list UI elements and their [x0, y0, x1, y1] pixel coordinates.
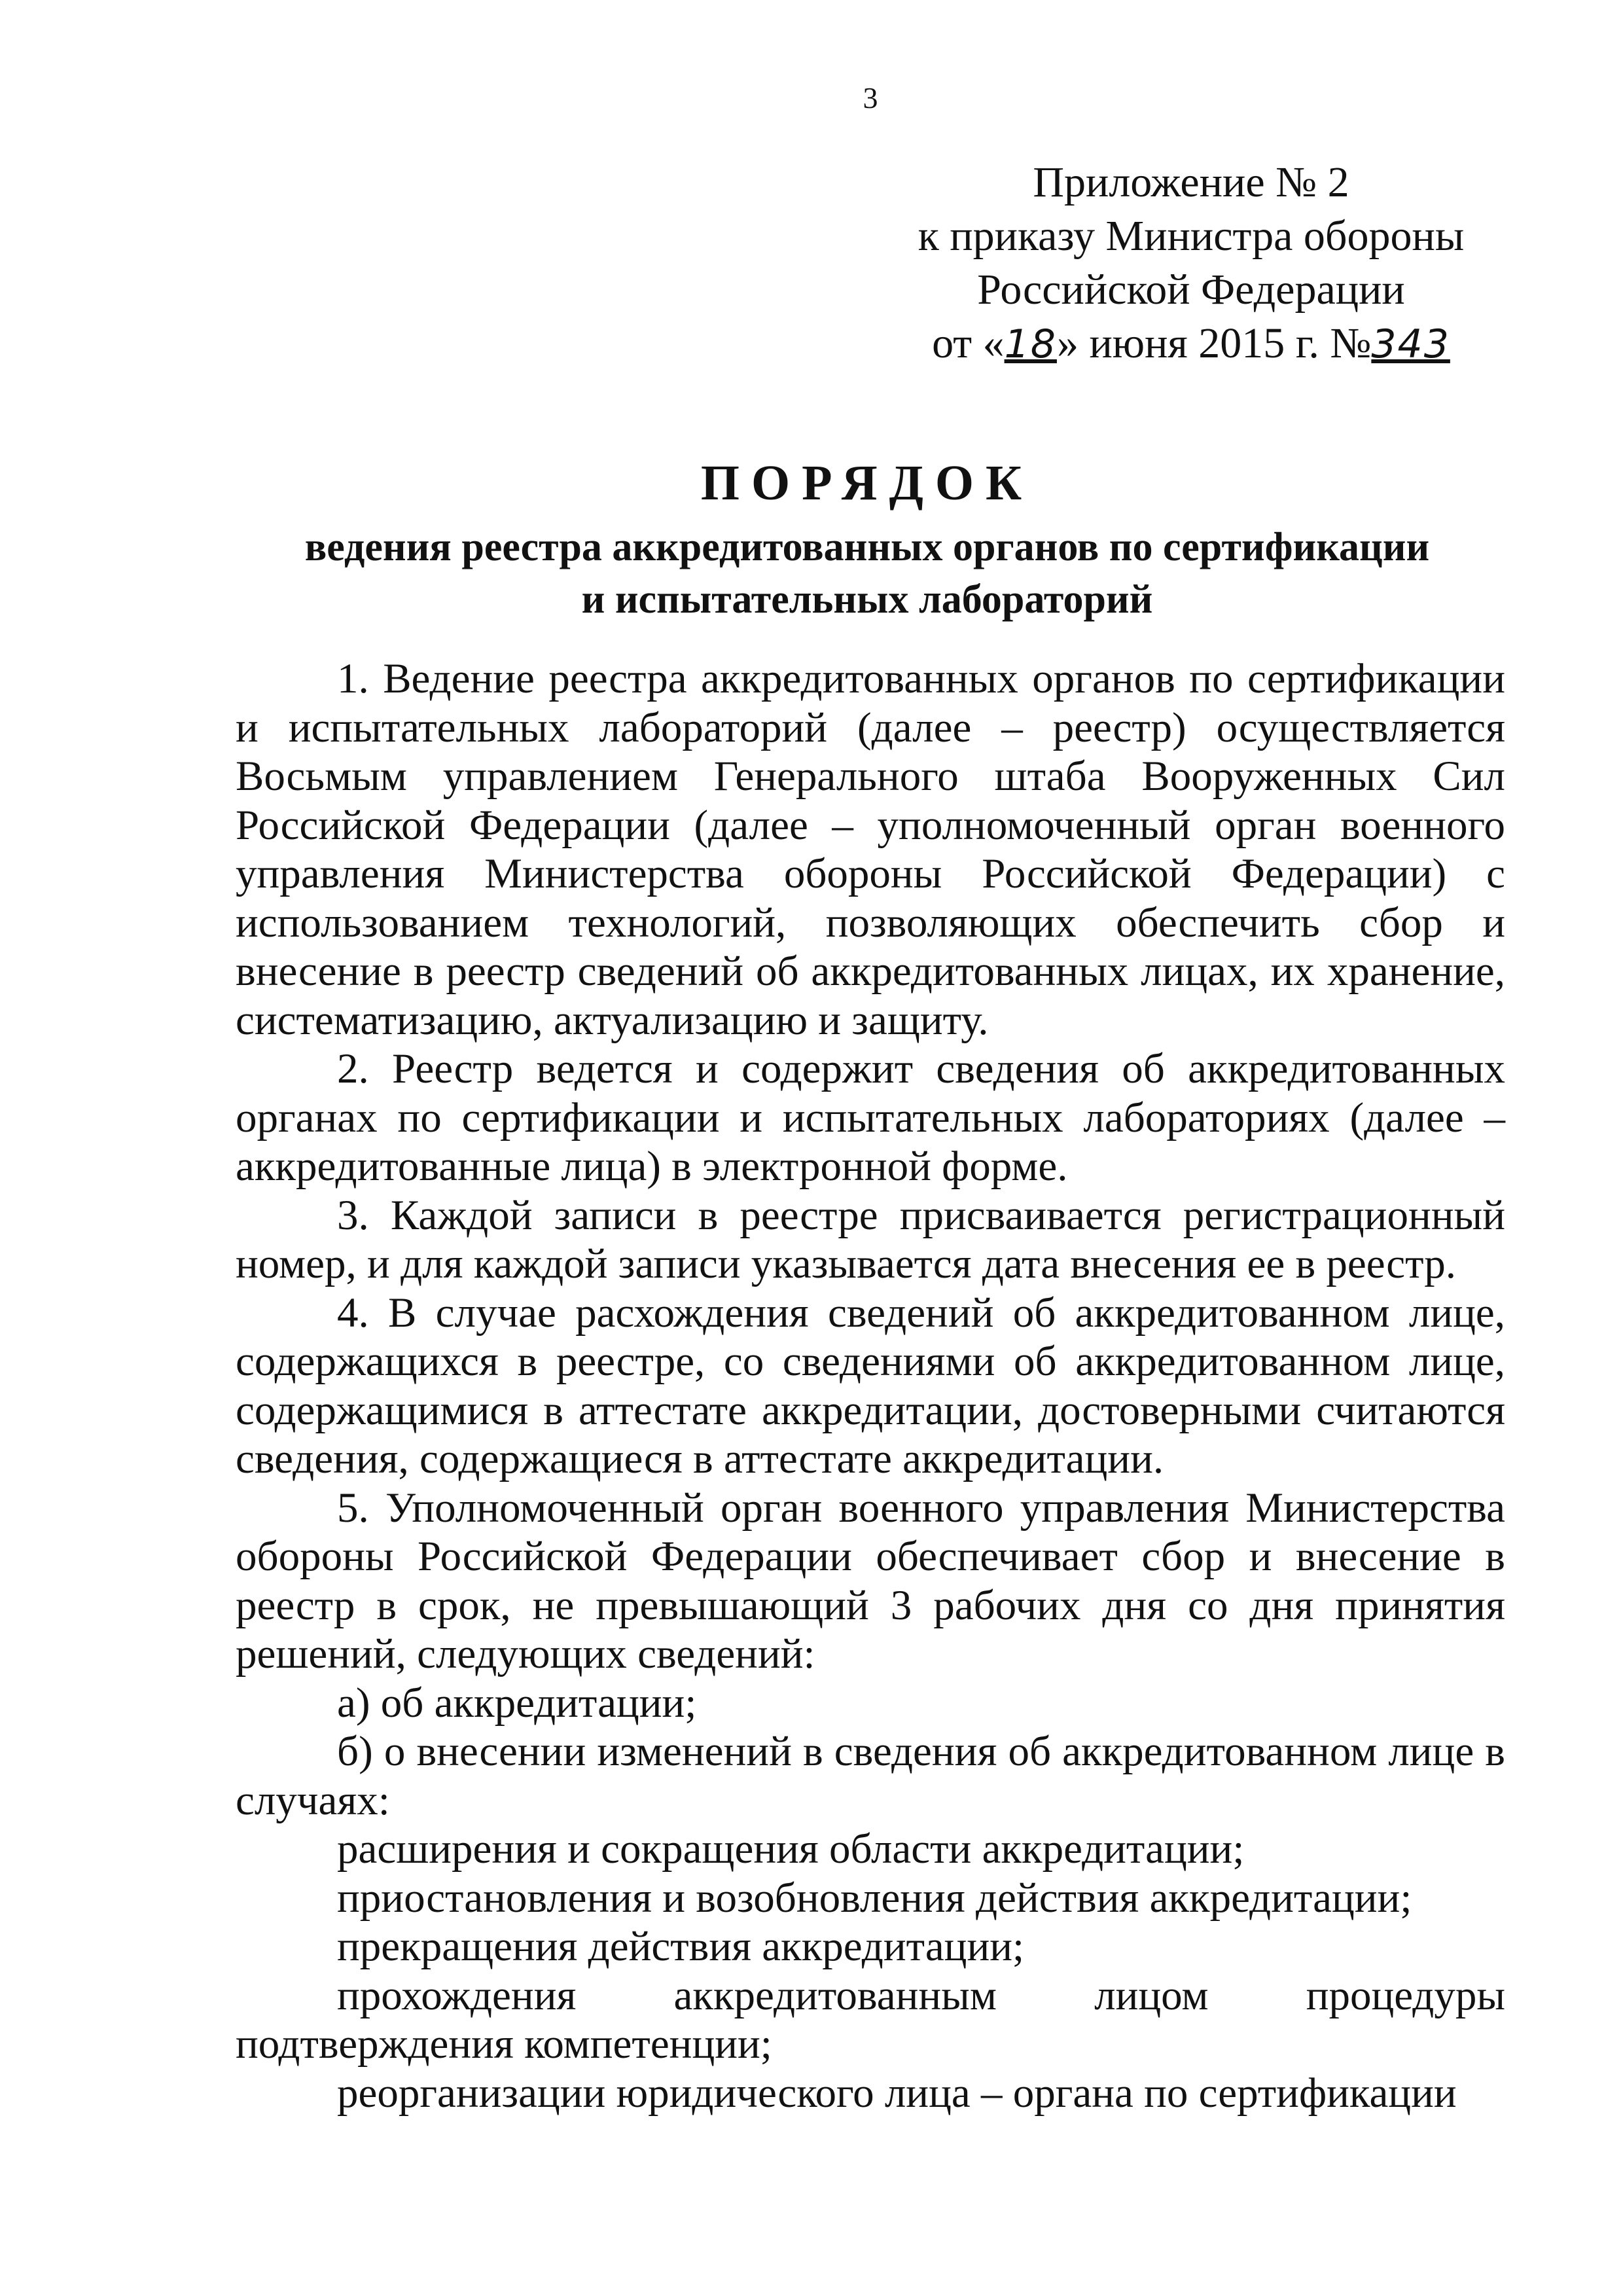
document-body: [236, 655, 1505, 2117]
list-item-reorganization: реорганизации юридического лица – органа по сертификации: [337, 2069, 1457, 2117]
list-item-termination: прекращения действия аккредитации;: [337, 1923, 1025, 1970]
paragraph-2: 2. Реестр ведется и содержит сведения об аккредитованных органах по сертификации и испытательных лабораториях (далее – аккредитованные лица) в электронной форме.: [236, 1045, 1505, 1190]
subtitle-line-2: и испытательных лабораторий: [581, 577, 1153, 622]
paragraph-4: 4. В случае расхождения сведений об аккредитованном лице, содержащихся в реестре, со сведениями об аккредитованном лице, содержащимися в аттестате аккредитации, достоверными считаются сведения, содержащиеся в аттестате аккредитации.: [236, 1289, 1505, 1482]
date-middle: » июня 2015 г. №: [1056, 319, 1372, 367]
document-title: [216, 452, 1518, 626]
list-item-a: а) об аккредитации;: [337, 1679, 697, 1727]
appendix-header: [877, 156, 1505, 371]
appendix-line-2: к приказу Министра обороны: [918, 212, 1465, 260]
paragraph-3: 3. Каждой записи в реестре присваивается регистрационный номер, и для каждой записи указывается дата внесения ее в реестр.: [236, 1191, 1505, 1287]
list-item-scope: расширения и сокращения области аккредитации;: [337, 1825, 1245, 1873]
list-item-b: б) о внесении изменений в сведения об аккредитованном лице в случаях:: [236, 1728, 1505, 1824]
handwritten-order-number: 343: [1371, 321, 1450, 367]
handwritten-day: 18: [1004, 321, 1057, 367]
appendix-line-3: Российской Федерации: [977, 266, 1405, 314]
subtitle-line-1: ведения реестра аккредитованных органов по сертификации: [304, 525, 1430, 569]
appendix-date-line: [877, 317, 1505, 371]
list-item-suspension: приостановления и возобновления действия аккредитации;: [337, 1874, 1412, 1922]
page-number: 3: [863, 81, 878, 115]
title-main: ПОРЯДОК: [700, 456, 1034, 511]
list-item-competence: прохождения аккредитованным лицом процедуры подтверждения компетенции;: [236, 1971, 1505, 2068]
appendix-line-1: Приложение № 2: [1033, 158, 1349, 206]
paragraph-5: 5. Уполномоченный орган военного управления Министерства обороны Российской Федерации обеспечивает сбор и внесение в реестр в срок, не превышающий 3 рабочих дня со дня принятия решений, следующих сведений:: [236, 1484, 1505, 1677]
date-prefix: от «: [932, 319, 1005, 367]
paragraph-1: 1. Ведение реестра аккредитованных органов по сертификации и испытательных лабораторий (далее – реестр) осуществляется Восьмым управлением Генерального штаба Вооруженных Сил Российской Федерации (далее – уполномоченный орган военного управления Министерства обороны Российской Федерации) с использованием технологий, позволяющих обеспечить сбор и внесение в реестр сведений об аккредитованных лицах, их хранение, систематизацию, актуализацию и защиту.: [236, 655, 1505, 1044]
